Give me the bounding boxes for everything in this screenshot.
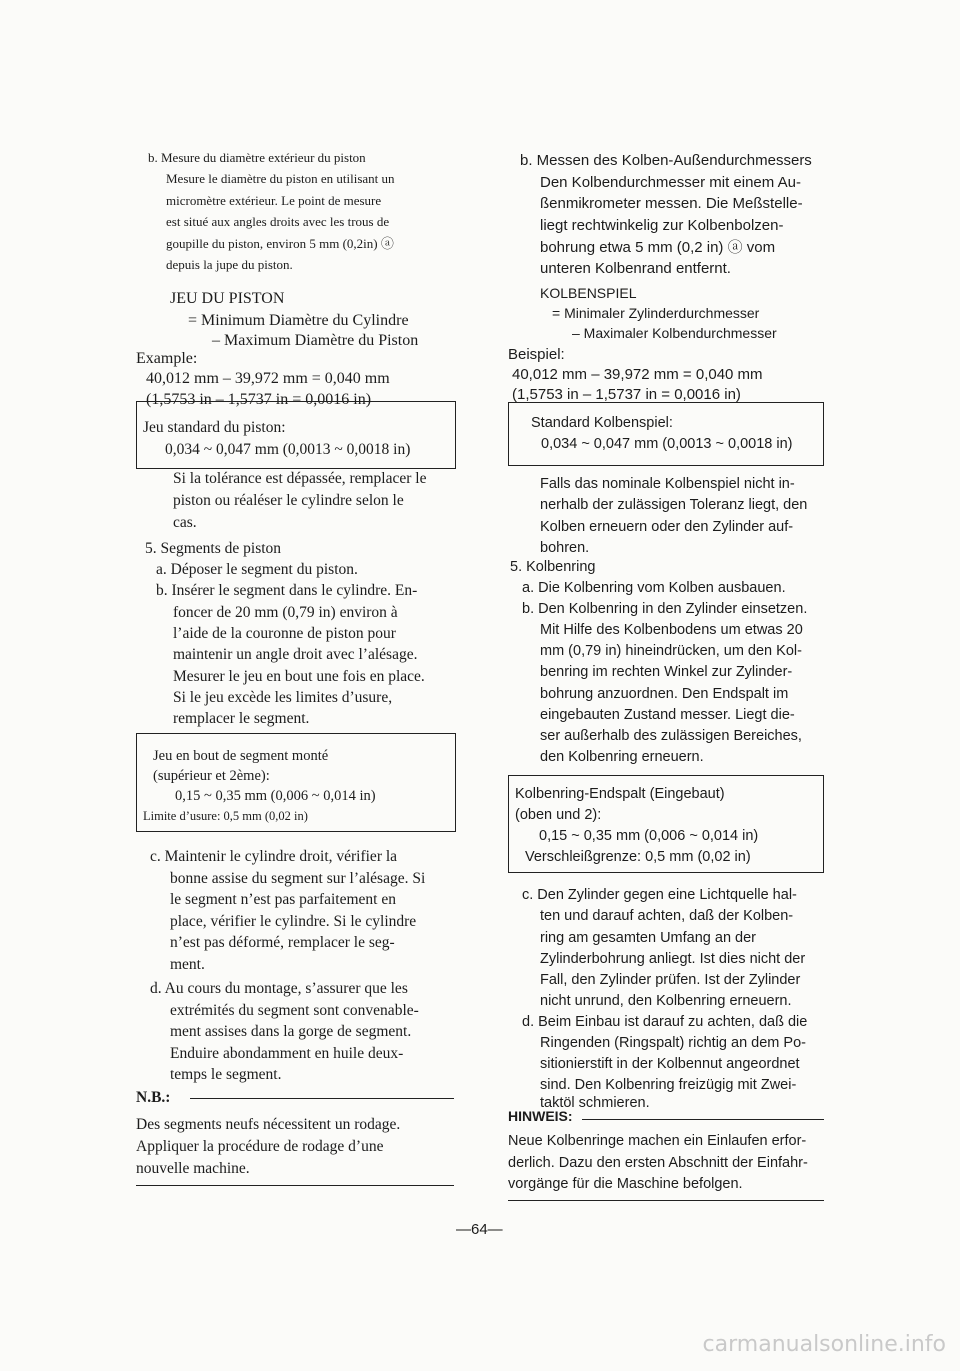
de-example-line: 40,012 mm – 39,972 mm = 0,040 mm bbox=[512, 366, 763, 383]
fr-segments-b-line: Mesurer le jeu en bout une fois en place. bbox=[173, 668, 425, 685]
fr-segments-b-line: Si le jeu excède les limites d’usure, bbox=[173, 689, 393, 706]
de-segments-b-line: benring im rechten Winkel zur Zylinder- bbox=[540, 664, 793, 680]
fr-gap-label: Jeu en bout de segment monté bbox=[153, 748, 329, 764]
fr-nb-rule bbox=[190, 1098, 454, 1099]
fr-standard-box bbox=[136, 401, 456, 469]
de-standard-value: 0,034 ~ 0,047 mm (0,0013 ~ 0,0018 in) bbox=[541, 436, 793, 452]
de-section-b-line: Den Kolbendurchmesser mit einem Au- bbox=[540, 174, 801, 191]
de-standard-box bbox=[508, 402, 824, 466]
de-c-line: c. Den Zylinder gegen eine Lichtquelle hal- bbox=[522, 887, 797, 903]
de-segments-b-line: den Kolbenring erneuern. bbox=[540, 749, 704, 765]
de-segments-b-line: bohrung anzuordnen. Den Endspalt im bbox=[540, 686, 789, 702]
fr-standard-label: Jeu standard du piston: bbox=[143, 419, 286, 436]
de-nb-rule bbox=[582, 1119, 824, 1120]
fr-segments-b-line: b. Insérer le segment dans le cylindre. En- bbox=[156, 582, 418, 599]
de-segments-b-line: mm (0,79 in) hineindrücken, um den Kol- bbox=[540, 643, 802, 659]
page-number: —64— bbox=[456, 1221, 503, 1238]
fr-segments-b-line: remplacer le segment. bbox=[173, 710, 310, 727]
de-tolerance-line: Falls das nominale Kolbenspiel nicht in- bbox=[540, 476, 795, 492]
de-segments-title: 5. Kolbenring bbox=[510, 559, 596, 575]
fr-segments-b-line: maintenir un angle droit avec l’alésage. bbox=[173, 646, 418, 663]
fr-nb-line: nouvelle machine. bbox=[136, 1160, 250, 1177]
de-gap-label: (oben und 2): bbox=[515, 807, 602, 823]
fr-tolerance-line: cas. bbox=[173, 514, 197, 531]
fr-gap-value: 0,15 ~ 0,35 mm (0,006 ~ 0,014 in) bbox=[175, 788, 376, 804]
de-standard-label: Standard Kolbenspiel: bbox=[531, 415, 673, 431]
fr-c-line: n’est pas déformé, remplacer le seg- bbox=[170, 934, 395, 951]
de-nb-label: HINWEIS: bbox=[508, 1108, 573, 1124]
de-tolerance-line: nerhalb der zulässigen Toleranz liegt, den bbox=[540, 497, 808, 513]
fr-example-label: Example: bbox=[136, 350, 198, 367]
fr-section-b-line: micromètre extérieur. Le point de mesure bbox=[166, 193, 382, 208]
fr-d-line: ment assises dans la gorge de segment. bbox=[170, 1023, 412, 1040]
de-c-line: Fall, den Zylinder prüfen. Ist der Zylinder bbox=[540, 972, 801, 988]
fr-segments-title: 5. Segments de piston bbox=[145, 540, 282, 557]
fr-c-line: ment. bbox=[170, 956, 205, 973]
de-gap-box bbox=[508, 775, 824, 873]
fr-segments-a: a. Déposer le segment du piston. bbox=[156, 561, 358, 578]
fr-nb-line: Des segments neufs nécessitent un rodage. bbox=[136, 1116, 401, 1133]
fr-segments-b-line: l’aide de la couronne de piston pour bbox=[173, 625, 396, 642]
de-formula-title: KOLBENSPIEL bbox=[540, 285, 637, 301]
fr-section-b-line: goupille du piston, environ 5 mm (0,2in) ⓐ bbox=[166, 236, 394, 251]
fr-section-b-title: b. Mesure du diamètre extérieur du piston bbox=[148, 150, 366, 165]
de-tolerance-line: bohren. bbox=[540, 540, 590, 556]
fr-d-line: temps le segment. bbox=[170, 1066, 282, 1083]
fr-c-line: place, vérifier le cylindre. Si le cylindre bbox=[170, 913, 417, 930]
fr-formula-line: – Maximum Diamètre du Piston bbox=[212, 332, 419, 349]
de-c-line: ten und darauf achten, daß der Kolben- bbox=[540, 908, 794, 924]
de-c-line: Zylinderbohrung anliegt. Ist dies nicht der bbox=[540, 951, 806, 967]
fr-d-line: extrémités du segment sont convenable- bbox=[170, 1002, 419, 1019]
de-section-b-title: b. Messen des Kolben-Außendurchmessers bbox=[520, 152, 812, 169]
de-example-label: Beispiel: bbox=[508, 346, 565, 363]
fr-formula-title: JEU DU PISTON bbox=[170, 290, 285, 307]
de-example-line: (1,5753 in – 1,5737 in = 0,0016 in) bbox=[512, 386, 741, 403]
de-nb-end-rule bbox=[508, 1200, 824, 1201]
fr-tolerance-line: Si la tolérance est dépassée, remplacer le bbox=[173, 470, 427, 487]
de-section-b-line: unteren Kolbenrand entfernt. bbox=[540, 260, 731, 277]
fr-segments-b-line: foncer de 20 mm (0,79 in) environ à bbox=[173, 604, 398, 621]
de-c-line: nicht unrund, den Kolbenring erneuern. bbox=[540, 993, 792, 1009]
fr-c-line: le segment n’est pas parfaitement en bbox=[170, 891, 396, 908]
fr-gap-label: (supérieur et 2ème): bbox=[153, 768, 270, 784]
fr-formula-line: = Minimum Diamètre du Cylindre bbox=[188, 312, 409, 329]
de-tolerance-line: Kolben erneuern oder den Zylinder auf- bbox=[540, 519, 794, 535]
de-segments-b-line: b. Den Kolbenring in den Zylinder einsetzen. bbox=[522, 601, 808, 617]
de-d-line: taktöl schmieren. bbox=[540, 1095, 650, 1111]
fr-c-line: c. Maintenir le cylindre droit, vérifier la bbox=[150, 848, 398, 865]
fr-d-line: d. Au cours du montage, s’assurer que les bbox=[150, 980, 408, 997]
fr-gap-limit: Limite d’usure: 0,5 mm (0,02 in) bbox=[143, 809, 308, 823]
fr-section-b-line: est situé aux angles droits avec les trous de bbox=[166, 214, 390, 229]
fr-d-line: Enduire abondamment en huile deux- bbox=[170, 1045, 404, 1062]
de-section-b-line: liegt rechtwinkelig zur Kolbenbolzen- bbox=[540, 217, 784, 234]
de-formula-line: = Minimaler Zylinderdurchmesser bbox=[552, 305, 760, 321]
watermark: carmanualsonline.info bbox=[702, 1332, 946, 1357]
de-segments-a: a. Die Kolbenring vom Kolben ausbauen. bbox=[522, 580, 786, 596]
fr-c-line: bonne assise du segment sur l’alésage. Si bbox=[170, 870, 426, 887]
de-nb-line: derlich. Dazu den ersten Abschnitt der Einfahr- bbox=[508, 1155, 808, 1171]
de-nb-line: Neue Kolbenringe machen ein Einlaufen erfor- bbox=[508, 1133, 807, 1149]
de-d-line: sitionierstift in der Kolbennut angeordnet bbox=[540, 1056, 800, 1072]
fr-tolerance-line: piston ou réaléser le cylindre selon le bbox=[173, 492, 404, 509]
de-gap-label: Kolbenring-Endspalt (Eingebaut) bbox=[515, 786, 725, 802]
de-segments-b-line: eingebauten Zustand messer. Liegt die- bbox=[540, 707, 795, 723]
fr-example-line: (1,5753 in – 1,5737 in = 0,0016 in) bbox=[146, 391, 372, 408]
fr-nb-line: Appliquer la procédure de rodage d’une bbox=[136, 1138, 384, 1155]
de-segments-b-line: Mit Hilfe des Kolbenbodens um etwas 20 bbox=[540, 622, 803, 638]
fr-section-b-line: Mesure le diamètre du piston en utilisant un bbox=[166, 171, 395, 186]
de-d-line: d. Beim Einbau ist darauf zu achten, daß die bbox=[522, 1014, 808, 1030]
de-c-line: ring am gesamten Umfang an der bbox=[540, 930, 756, 946]
de-d-line: Ringenden (Ringspalt) richtig an dem Po- bbox=[540, 1035, 806, 1051]
de-section-b-line: ßenmikrometer messen. Die Meßstelle- bbox=[540, 195, 803, 212]
de-gap-value: 0,15 ~ 0,35 mm (0,006 ~ 0,014 in) bbox=[539, 828, 759, 844]
de-section-b-line: bohrung etwa 5 mm (0,2 in) ⓐ vom bbox=[540, 239, 776, 256]
fr-nb-end-rule bbox=[136, 1185, 454, 1186]
fr-standard-value: 0,034 ~ 0,047 mm (0,0013 ~ 0,0018 in) bbox=[165, 441, 411, 458]
de-segments-b-line: ser außerhalb des zulässigen Bereiches, bbox=[540, 728, 802, 744]
de-formula-line: – Maximaler Kolbendurchmesser bbox=[572, 325, 777, 341]
de-nb-line: vorgänge für die Maschine befolgen. bbox=[508, 1176, 743, 1192]
de-d-line: sind. Den Kolbenring freizügig mit Zwei- bbox=[540, 1077, 797, 1093]
fr-section-b-line: depuis la jupe du piston. bbox=[166, 257, 293, 272]
fr-example-line: 40,012 mm – 39,972 mm = 0,040 mm bbox=[146, 370, 390, 387]
fr-nb-label: N.B.: bbox=[136, 1089, 171, 1106]
fr-gap-box bbox=[136, 733, 456, 832]
de-gap-limit: Verschleißgrenze: 0,5 mm (0,02 in) bbox=[525, 849, 751, 865]
